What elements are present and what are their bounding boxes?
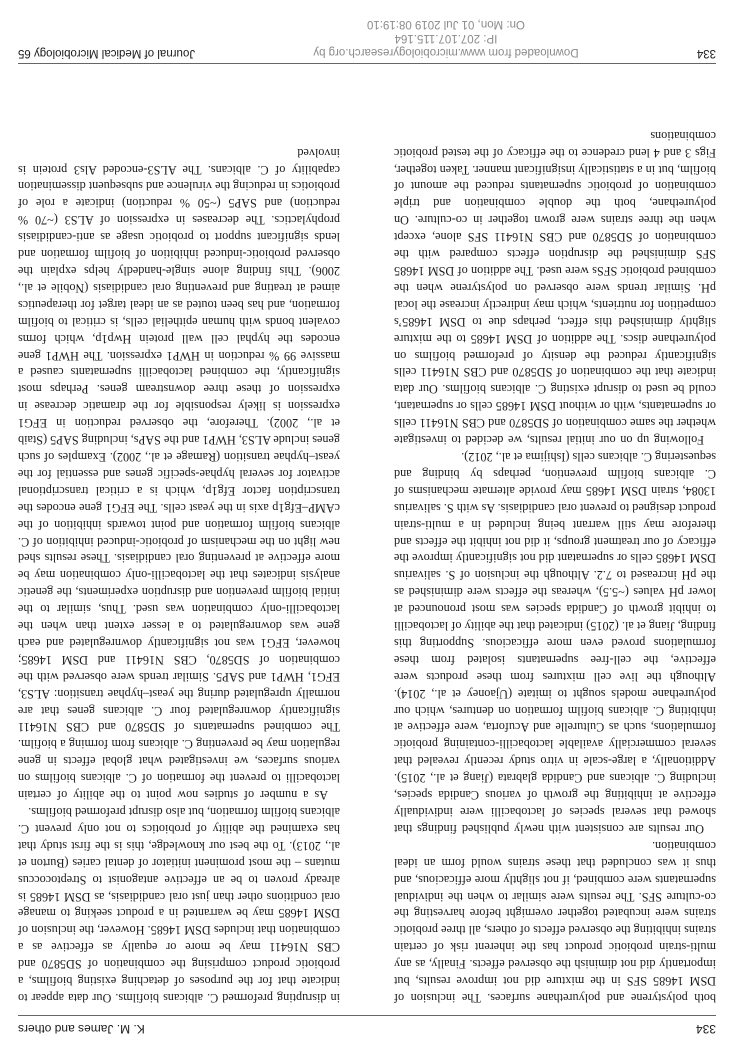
paragraph: Our results are consistent with newly published findings that showed that several species of lactobacilli were individually effective at inhibiting the growth of various Candida species, including C. albicans and Candida glabrata (Jiang et al., 2015). Additionally, a large-scale in vitro study recently revealed that several commercially available lactobacilli-containing probiotic formulations, such as Culturelle and Acuforta, were effective at inhibiting C. albicans biofilm formation on dentures, which our polyurethane models sought to imitate (Ujaoney et al., 2014). Although the live cell mixtures from these products were effective, the cell-free supernatants isolated from these formulations proved even more efficacious. Supporting this finding, Jiang et al. (2015) indicated that the ability of lactobacilli to inhibit growth of Candida species was most pronounced at lower pH values (~5.5), whereas the effects were diminished as the pH increased to 7.2. Although the inclusion of S. salivarius DSM 14685 cells or supernatant did not significantly improve the efficacy of our treatment groups, it did not inhibit the effects and therefore may still warrant being included in a multi-strain product designed to prevent oral candidiasis. As with S. salivarius 13084, strain DSM 14685 may provide alternate mechanisms of C. albicans biofilm prevention, perhaps by binding and sequestering C. albicans cells (Ishijima et al., 2012).: [394, 450, 716, 836]
footer-page-number: 334: [696, 47, 716, 59]
page-number: 334: [695, 1022, 716, 1036]
download-notice: [313, 17, 578, 59]
page-footer: [18, 7, 716, 64]
paragraph: in disrupting preformed C. albicans biofilms. Our data appear to indicate that for the purposes of detaching existing biofilms, a probiotic product comprising the combination of SD5870 and CBS N16411 may be more or equally as effective as a combination that includes DSM 14685. However, the inclusion of DSM 14685 may be warranted in a product seeking to manage oral conditions other than just oral candidiasis, as DSM 14685 is already proven to be an effective antagonist to Streptococcus mutans – the most prominent initiator of dental caries (Burton et al., 2013). To the best our knowledge, this is the first study that has examined the ability of probiotics to not only prevent C. albicans biofilm formation, but also disrupt preformed biofilms.: [18, 805, 340, 1005]
download-line: On: Mon, 01 Jul 2019 08:19:10: [366, 18, 525, 30]
download-line: Downloaded from www.microbiologyresearch.org by: [313, 46, 579, 58]
running-head: [18, 1015, 716, 1042]
text-column-right: [18, 104, 340, 1006]
text-column-left: [394, 104, 716, 1006]
paragraph: As a number of studies now point to the ability of certain lactobacilli to prevent the formation of C. albicans biofilms on various surfaces, we investigated what global effects in gene regulation may be preventing C. albicans from forming a biofilm. The combined supernatants of SD5870 and CBS N16411 significantly downregulated four C. albicans genes that are normally upregulated during the yeast–hyphae transition: ALS3, EFG1, HWP1 and SAP5. Similar trends were observed with the combination of SD5870, CBS N16411 and DSM 14685; however, EFG1 was not significantly downregulated and each gene was downregulated to a lesser extent than when the lactobacilli-only combination was used. Thus, similar to the initial biofilm prevention and disruption experiments, the genetic analysis indicates that the lactobacilli-only combination may be more effective at preventing oral candidiasis. These results shed new light on the mechanism of probiotic-induced inhibition of C. albicans biofilm formation and point towards inhibition of the cAMP–Efg1p axis in the yeast cells. The EFG1 gene encodes the transcription factor Efg1p, which is a critical transcriptional activator for several hyphae-specific genes and essential for the yeast–hyphae transition (Ramage et al., 2002). Examples of such genes include ALS3, HWP1 and the SAPs, including SAP5 (Staib et al., 2002). Therefore, the observed reduction in EFG1 expression is likely responsible for the dramatic decrease in expression of these three downstream genes. Perhaps most significantly, the combined lactobacilli supernatants caused a massive 99 % reduction in HWP1 expression. The HWP1 gene encodes the hyphal cell wall protein Hwp1p, which forms covalent bonds with human epithelial cells, is critical to biofilm formation, and has been touted as an ideal target for therapeutics aimed at treating and preventing oral candidiasis (Nobile et al., 2006). This finding alone single-handedly helps explain the observed probiotic-induced inhibition of biofilm formation and lends significant support to probiotic usage as anti-candidiasis prophylactics. The decreases in expression of ALS3 (~70 % reduction) and SAP5 (~50 % reduction) indicate a role of probiotics in reducing the virulence and subsequent dissemination capability of C. albicans. The ALS3-encoded Als3 protein is involved: [18, 145, 340, 803]
journal-name: Journal of Medical Microbiology 65: [18, 47, 196, 59]
running-head-authors: K. M. James and others: [18, 1022, 145, 1036]
paragraph: Following up on our initial results, we decided to investigate whether the same combination of SD5870 and CBS N16411 cells or supernatants, with or without DSM 14685 cells or supernatant, could be used to disrupt existing C. albicans biofilms. Our data indicate that the combination of SD5870 and CBS N16411 cells significantly reduced the density of preformed biofilms on polyurethane discs. The addition of DSM 14685 to the mixture slightly diminished this effect, perhaps due to DSM 14685’s competition for nutrients, which may indirectly increase the local pH. Similar trends were observed on polystyrene when the combined probiotic SFSs were used. The addition of DSM 14685 SFS diminished the disruption effects compared with the combination of SD5870 and CBS N16411 SFS alone, except when the three strains were grown together in co-culture. On polyurethane, both the double combination and triple combination of probiotic supernatants reduced the amount of biofilm, but in a statistically insignificant manner. Taken together, Figs 3 and 4 lend credence to the efficacy of the tested probiotic combinations: [394, 128, 716, 448]
paragraph: both polystyrene and polyurethane surfaces. The inclusion of DSM 14685 SFS in the mixture did not improve results, but importantly did not diminish the observed effects. Finally, as any multi-strain probiotic product has the inherent risk of certain strains inhibiting the observed effects of others, all three probiotic strains were incubated together overnight before harvesting the co-culture SFS. The results were similar to when the individual supernatants were combined, if not slightly more efficacious, and thus it was concluded that these strains would form an ideal combination.: [394, 838, 716, 1005]
download-line: IP: 207.107.115.164: [394, 32, 498, 44]
